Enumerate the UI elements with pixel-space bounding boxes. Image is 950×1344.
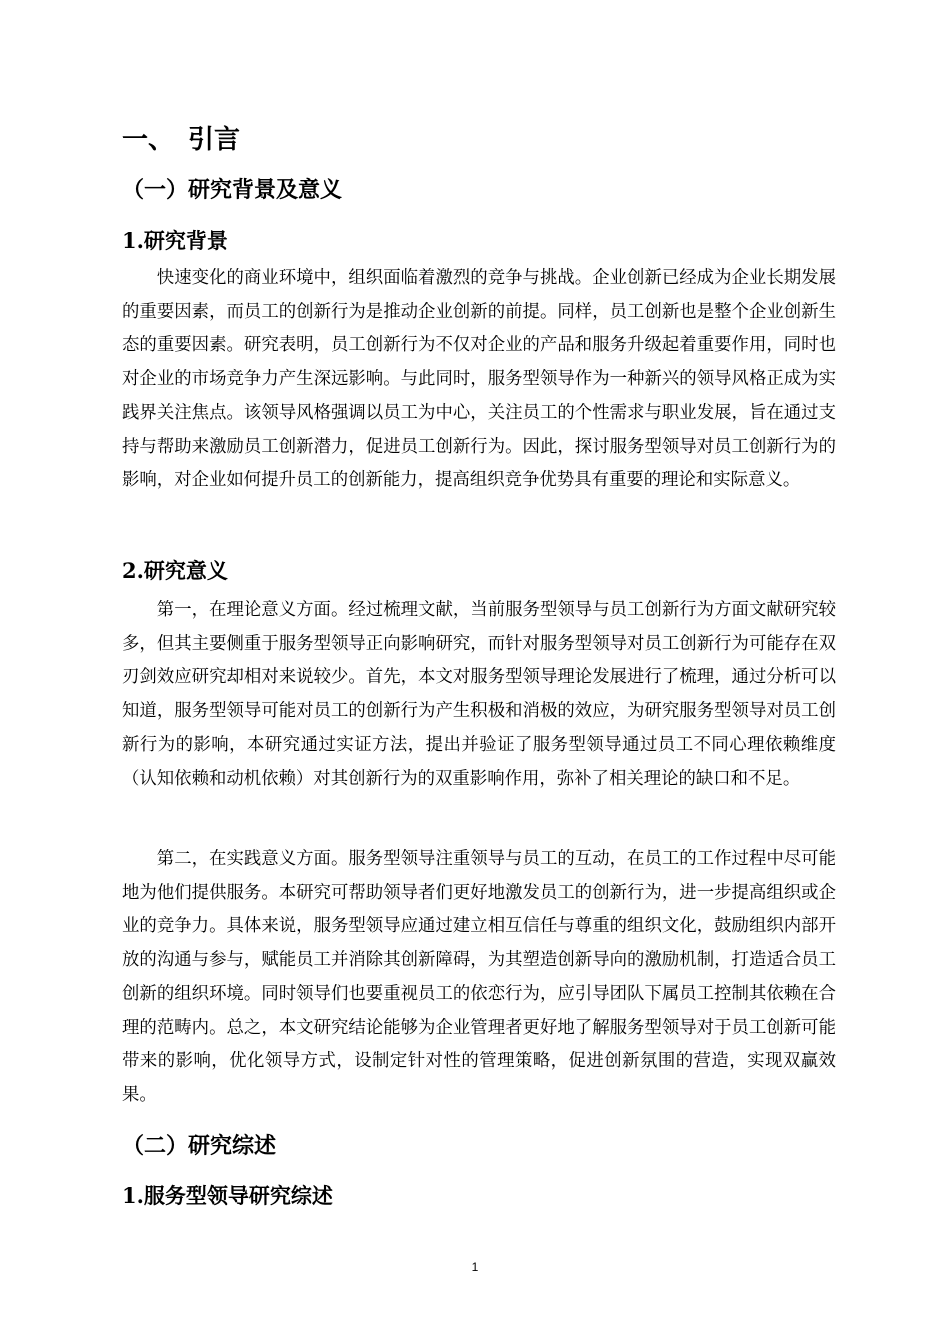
section-title: 引言 xyxy=(188,125,241,155)
heading-research-background: 1.研究背景 xyxy=(122,228,228,253)
heading-servant-leadership-review: 1.服务型领导研究综述 xyxy=(122,1183,333,1208)
paragraph-theoretical-significance: 第一，在理论意义方面。经过梳理文献，当前服务型领导与员工创新行为方面文献研究较多，但其主要侧重于服务型领导正向影响研究，而针对服务型领导对员工创新行为可能存在双刃剑效应研究却相对来说较少。首先，本文对服务型领导理论发展进行了梳理，通过分析可以知道，服务型领导可能对员工的创新行为产生积极和消极的效应，为研究服务型领导对员工创新行为的影响，本研究通过实证方法，提出并验证了服务型领导通过员工不同心理依赖维度（认知依赖和动机依赖）对其创新行为的双重影响作用，弥补了相关理论的缺口和不足。 xyxy=(122,600,836,789)
section-heading xyxy=(122,118,240,162)
section-number: 一、 xyxy=(122,125,175,155)
page-number: 1 xyxy=(471,1260,479,1274)
paragraph-practical-significance: 第二，在实践意义方面。服务型领导注重领导与员工的互动，在员工的工作过程中尽可能地为他们提供服务。本研究可帮助领导者们更好地激发员工的创新行为，进一步提高组织或企业的竞争力。具体来说，服务型领导应通过建立相互信任与尊重的组织文化，鼓励组织内部开放的沟通与参与，赋能员工并消除其创新障碍，为其塑造创新导向的激励机制，打造适合员工创新的组织环境。同时领导们也要重视员工的依恋行为，应引导团队下属员工控制其依赖在合理的范畴内。总之，本文研究结论能够为企业管理者更好地了解服务型领导对于员工创新可能带来的影响，优化领导方式，设制定针对性的管理策略，促进创新氛围的营造，实现双赢效果。 xyxy=(122,849,836,1105)
paragraph-research-background: 快速变化的商业环境中，组织面临着激烈的竞争与挑战。企业创新已经成为企业长期发展的重要因素，而员工的创新行为是推动企业创新的前提。同样，员工创新也是整个企业创新生态的重要因素。研究表明，员工创新行为不仅对企业的产品和服务升级起着重要作用，同时也对企业的市场竞争力产生深远影响。与此同时，服务型领导作为一种新兴的领导风格正成为实践界关注焦点。该领导风格强调以员工为中心，关注员工的个性需求与职业发展，旨在通过支持与帮助来激励员工创新潜力，促进员工创新行为。因此，探讨服务型领导对员工创新行为的影响，对企业如何提升员工的创新能力，提高组织竞争优势具有重要的理论和实际意义。 xyxy=(122,268,836,491)
subsection-heading-review: （二）研究综述 xyxy=(122,1133,277,1159)
subsection-heading-background: （一）研究背景及意义 xyxy=(122,177,343,203)
heading-research-significance: 2.研究意义 xyxy=(122,558,228,583)
